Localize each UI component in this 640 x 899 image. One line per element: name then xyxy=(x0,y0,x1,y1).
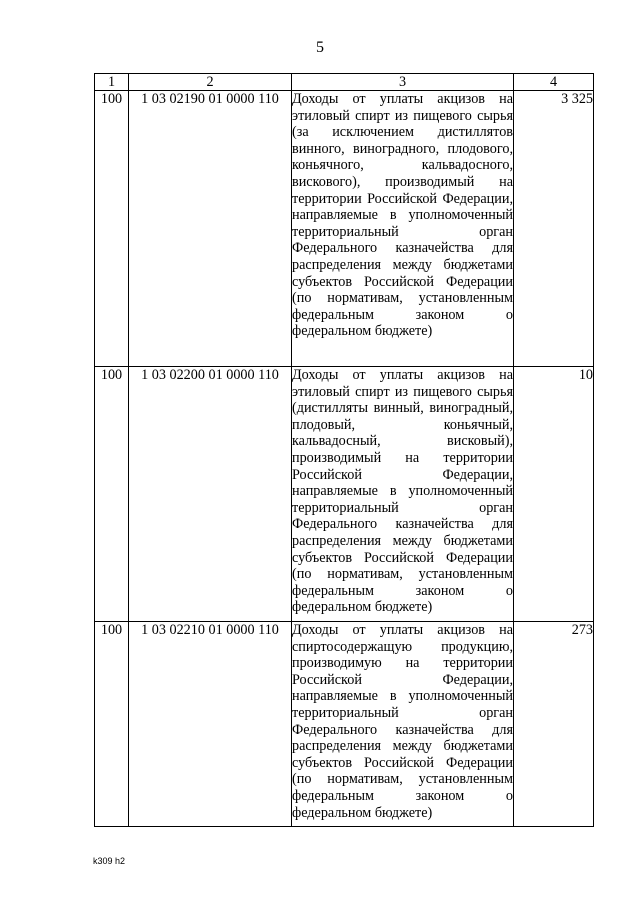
column-header-3: 3 xyxy=(292,74,514,91)
table-header-row xyxy=(95,74,594,91)
admin-code-cell: 100 xyxy=(95,367,129,622)
kbk-code-cell: 1 03 02200 01 0000 110 xyxy=(129,367,292,622)
amount-cell: 273 xyxy=(514,622,594,827)
page-number: 5 xyxy=(316,39,324,56)
admin-code-cell: 100 xyxy=(95,622,129,827)
revenue-name-cell: Доходы от уплаты акцизов на этиловый спирт из пищевого сырья (дистилляты винный, виноградный, плодовый, коньячный, кальвадосный, висковый), производимый на территории Российской Федерации, направляемые в уполномоченный территориальный орган Федерального казначейства для распределения между бюджетами субъектов Российской Федерации (по нормативам, установленным федеральным законом о федеральном бюджете) xyxy=(292,367,514,622)
column-header-4: 4 xyxy=(514,74,594,91)
column-header-2: 2 xyxy=(129,74,292,91)
document-footer-code: k309 h2 xyxy=(93,856,126,866)
revenue-table xyxy=(94,73,594,827)
amount-cell: 3 325 xyxy=(514,91,594,367)
revenue-name-cell: Доходы от уплаты акцизов на спиртосодержащую продукцию, производимую на территории Российской Федерации, направляемые в уполномоченный территориальный орган Федерального казначейства для распределения между бюджетами субъектов Российской Федерации (по нормативам, установленным федеральным законом о федеральном бюджете) xyxy=(292,622,514,827)
admin-code-cell: 100 xyxy=(95,91,129,367)
table-row xyxy=(95,91,594,367)
column-header-1: 1 xyxy=(95,74,129,91)
table-row xyxy=(95,367,594,622)
table-row xyxy=(95,622,594,827)
kbk-code-cell: 1 03 02210 01 0000 110 xyxy=(129,622,292,827)
amount-cell: 10 xyxy=(514,367,594,622)
kbk-code-cell: 1 03 02190 01 0000 110 xyxy=(129,91,292,367)
revenue-name-cell: Доходы от уплаты акцизов на этиловый спирт из пищевого сырья (за исключением дистиллятов винного, виноградного, плодового, коньячного, кальвадосного, вискового), производимый на территории Российской Федерации, направляемые в уполномоченный территориальный орган Федерального казначейства для распределения между бюджетами субъектов Российской Федерации (по нормативам, установленным федеральным законом о федеральном бюджете) xyxy=(292,91,514,367)
